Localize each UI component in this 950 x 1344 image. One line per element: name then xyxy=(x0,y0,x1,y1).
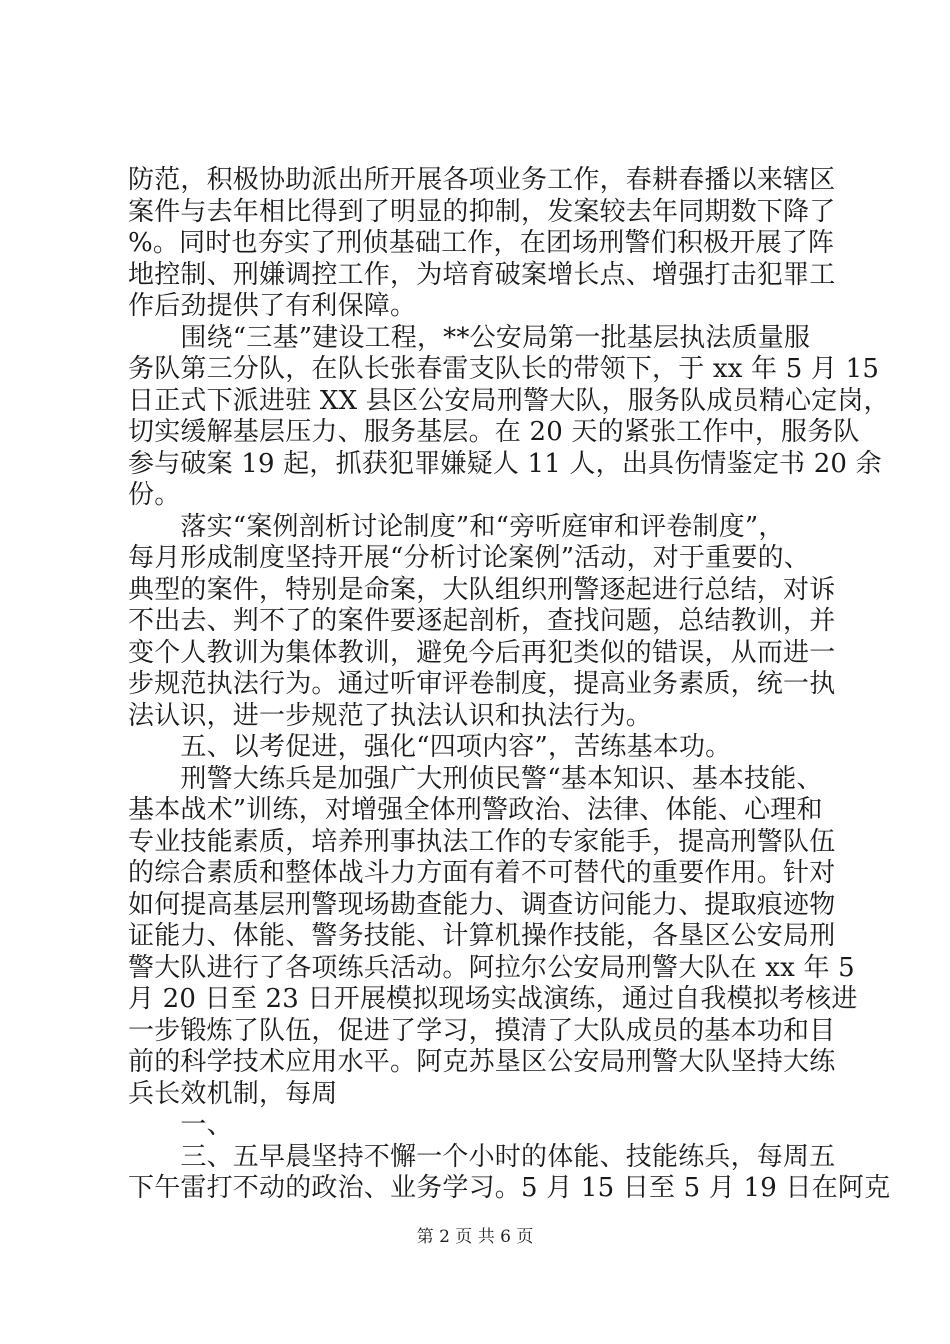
text-line: 下午雷打不动的政治、业务学习。5 月 15 日至 5 月 19 日在阿克 xyxy=(128,1173,891,1203)
text-line: 的综合素质和整体战斗力方面有着不可替代的重要作用。针对 xyxy=(128,858,836,888)
text-line: 法认识，进一步规范了执法认识和执法行为。 xyxy=(128,700,653,731)
text-line: 基本战术”训练，对增强全体刑警政治、法律、体能、心理和 xyxy=(128,795,823,825)
text-line: 三、五早晨坚持不懈一个小时的体能、技能练兵，每周五 xyxy=(128,1141,836,1172)
text-line: 不出去、判不了的案件要逐起剖析，查找问题，总结教训，并 xyxy=(128,606,836,636)
text-line: 防范，积极协助派出所开展各项业务工作，春耕春播以来辖区 xyxy=(128,165,836,195)
text-line: 典型的案件，特别是命案，大队组织刑警逐起进行总结，对诉 xyxy=(128,574,836,605)
text-line: 证能力、体能、警务技能、计算机操作技能，各垦区公安局刑 xyxy=(128,921,836,951)
text-line: 兵长效机制，每周 xyxy=(128,1078,338,1109)
section-heading: 五、以考促进，强化“四项内容”，苦练基本功。 xyxy=(128,732,732,762)
text-line: 前的科学技术应用水平。阿克苏垦区公安局刑警大队坚持大练 xyxy=(128,1047,836,1077)
text-line: 刑警大练兵是加强广大刑侦民警“基本知识、基本技能、 xyxy=(128,763,823,794)
text-line: 一、 xyxy=(128,1110,233,1140)
text-line: 专业技能素质，培养刑事执法工作的专家能手，提高刑警队伍 xyxy=(128,826,836,857)
text-line: 日正式下派进驻 XX 县区公安局刑警大队，服务队成员精心定岗， xyxy=(128,385,890,416)
text-line: 如何提高基层刑警现场勘查能力、调查访问能力、提取痕迹物 xyxy=(128,889,836,920)
text-line: 作后劲提供了有利保障。 xyxy=(128,291,417,321)
text-line: 变个人教训为集体教训，避免今后再犯类似的错误，从而进一 xyxy=(128,637,836,668)
text-line: 每月形成制度坚持开展“分析讨论案例”活动，对于重要的、 xyxy=(128,543,810,573)
text-line: 切实缓解基层压力、服务基层。在 20 天的紧张工作中，服务队 xyxy=(128,417,860,447)
text-line: 一步锻炼了队伍，促进了学习，摸清了大队成员的基本功和目 xyxy=(128,1015,836,1046)
text-line: 围绕“三基”建设工程，**公安局第一批基层执法质量服 xyxy=(128,322,811,353)
text-line: 案件与去年相比得到了明显的抑制，发案较去年同期数下降了 xyxy=(128,196,836,227)
text-line: 步规范执法行为。通过听审评卷制度，提高业务素质，统一执 xyxy=(128,669,836,699)
text-line: %。同时也夯实了刑侦基础工作，在团场刑警们积极开展了阵 xyxy=(128,228,835,258)
text-line: 份。 xyxy=(128,480,181,510)
text-line: 落实“案例剖析讨论制度”和“旁听庭审和评卷制度”， xyxy=(128,511,785,542)
text-line: 参与破案 19 起，抓获犯罪嫌疑人 11 人，出具伤情鉴定书 20 余 xyxy=(128,448,882,479)
text-line: 务队第三分队，在队长张春雷支队长的带领下，于 xx 年 5 月 15 xyxy=(128,354,880,384)
text-line: 地控制、刑嫌调控工作，为培育破案增长点、增强打击犯罪工 xyxy=(128,259,836,290)
page-footer: 第 2 页 共 6 页 xyxy=(416,1227,534,1247)
text-line: 月 20 日至 23 日开展模拟现场实战演练，通过自我模拟考核进 xyxy=(128,984,858,1014)
text-line: 警大队进行了各项练兵活动。阿拉尔公安局刑警大队在 xx 年 5 xyxy=(128,952,855,983)
